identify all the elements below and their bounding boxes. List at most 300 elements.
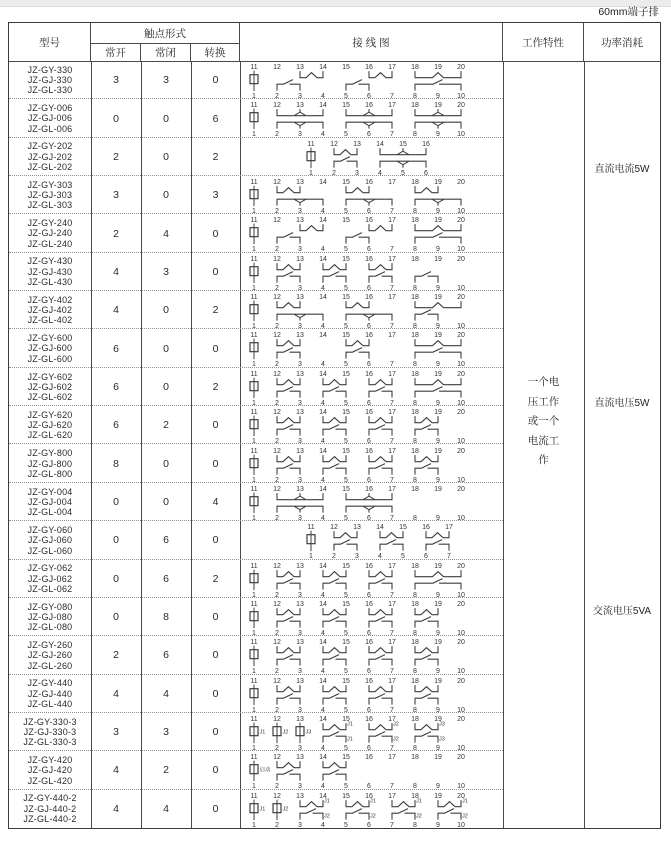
svg-text:14: 14 (319, 217, 327, 225)
co-count: 0 (212, 342, 219, 355)
svg-text:4: 4 (321, 783, 325, 790)
svg-text:14: 14 (319, 447, 327, 455)
svg-text:5: 5 (344, 476, 348, 483)
svg-text:4: 4 (321, 284, 325, 292)
wiring-diagram (240, 445, 503, 483)
model-name: JZ-GL-060 (27, 545, 73, 556)
table-row (9, 214, 503, 252)
svg-text:14: 14 (319, 294, 327, 302)
wiring-diagram (240, 675, 503, 713)
wiring-diagram (240, 329, 503, 367)
model-name: JZ-GY-004 (27, 486, 73, 497)
nc-count: 0 (163, 150, 169, 163)
svg-text:10: 10 (457, 399, 465, 407)
svg-text:5: 5 (344, 246, 348, 253)
co-count: 0 (212, 265, 219, 278)
no-count: 3 (113, 726, 119, 739)
svg-text:7: 7 (390, 821, 394, 828)
svg-text:14: 14 (319, 255, 327, 263)
model-cell (9, 99, 91, 137)
characteristics-cell (503, 61, 584, 828)
svg-text:J2: J2 (370, 813, 376, 820)
svg-text:15: 15 (342, 562, 350, 570)
svg-text:3: 3 (298, 591, 302, 598)
svg-text:J1: J1 (324, 798, 330, 805)
no-count: 2 (113, 150, 119, 163)
table-row (9, 329, 503, 367)
model-name: JZ-GJ-240 (27, 228, 73, 239)
svg-text:17: 17 (388, 370, 396, 378)
header-wiring-diagram (240, 23, 503, 61)
svg-text:17: 17 (388, 409, 396, 417)
svg-text:14: 14 (319, 64, 327, 72)
svg-text:14: 14 (319, 754, 327, 762)
svg-text:2: 2 (275, 208, 279, 215)
power-consumption-label: 交流电压5VA (592, 606, 652, 617)
svg-text:19: 19 (434, 754, 442, 762)
svg-text:17: 17 (388, 179, 396, 187)
model-name: JZ-GJ-080 (27, 611, 73, 622)
no-count: 0 (113, 496, 119, 509)
svg-text:16: 16 (365, 716, 373, 724)
svg-text:14: 14 (319, 639, 327, 647)
svg-text:18: 18 (411, 792, 419, 800)
svg-text:10: 10 (457, 515, 465, 522)
characteristics-text: 一个电压工作或一个电流工作 (527, 376, 560, 466)
svg-text:13: 13 (296, 64, 304, 72)
model-name: JZ-GY-062 (27, 563, 73, 574)
model-name: JZ-GY-420 (27, 755, 73, 766)
model-cell (9, 368, 91, 406)
svg-text:7: 7 (390, 399, 394, 407)
model-cell (9, 61, 91, 99)
svg-text:6: 6 (367, 706, 371, 713)
model-cell (9, 253, 91, 291)
svg-text:5: 5 (344, 706, 348, 713)
model-name: JZ-GY-303 (27, 179, 73, 190)
svg-text:5: 5 (344, 208, 348, 215)
svg-text:5: 5 (344, 821, 348, 828)
header-normally-open (91, 44, 141, 61)
svg-text:J2: J2 (416, 813, 422, 820)
svg-text:1: 1 (252, 706, 256, 713)
model-name: JZ-GL-402 (27, 315, 73, 326)
svg-text:4: 4 (321, 821, 325, 828)
svg-text:19: 19 (434, 716, 442, 724)
svg-text:3: 3 (298, 361, 302, 368)
svg-text:17: 17 (388, 562, 396, 570)
svg-text:9: 9 (436, 323, 440, 330)
svg-text:17: 17 (445, 524, 453, 532)
svg-text:6: 6 (367, 630, 371, 637)
svg-text:19: 19 (434, 601, 442, 609)
svg-text:3: 3 (298, 668, 302, 675)
svg-text:4: 4 (321, 208, 325, 215)
model-name: JZ-GL-440-2 (23, 813, 77, 824)
model-cell (9, 598, 91, 636)
svg-text:4: 4 (321, 476, 325, 483)
svg-text:16: 16 (365, 792, 373, 800)
svg-text:16: 16 (422, 524, 430, 532)
svg-text:3: 3 (298, 246, 302, 253)
svg-text:20: 20 (457, 486, 465, 494)
nc-count: 3 (163, 74, 169, 87)
svg-text:4: 4 (321, 630, 325, 637)
svg-text:3: 3 (298, 131, 302, 138)
svg-text:12: 12 (273, 409, 281, 417)
svg-text:20: 20 (457, 601, 465, 609)
svg-text:12: 12 (273, 179, 281, 187)
svg-text:20: 20 (457, 639, 465, 647)
nc-count: 2 (163, 764, 169, 777)
svg-text:6: 6 (367, 591, 371, 598)
svg-text:20: 20 (457, 102, 465, 110)
no-count: 0 (113, 572, 119, 585)
nc-count: 8 (163, 611, 169, 624)
svg-text:4: 4 (321, 131, 325, 138)
no-count: 3 (113, 189, 119, 202)
svg-text:13: 13 (353, 140, 361, 148)
svg-text:10: 10 (457, 630, 465, 637)
svg-text:J3: J3 (305, 729, 312, 736)
model-name: JZ-GL-602 (27, 392, 73, 403)
svg-text:1: 1 (252, 630, 256, 637)
svg-text:3: 3 (298, 745, 302, 752)
svg-text:10: 10 (457, 93, 465, 100)
svg-text:16: 16 (365, 332, 373, 340)
svg-text:13: 13 (296, 179, 304, 187)
nc-count: 2 (163, 419, 169, 432)
svg-text:12: 12 (273, 601, 281, 609)
model-cell (9, 636, 91, 674)
svg-text:3: 3 (298, 399, 302, 407)
wiring-diagram (240, 61, 503, 99)
svg-text:12: 12 (330, 524, 338, 532)
svg-text:14: 14 (319, 677, 327, 685)
table-row (9, 176, 503, 214)
svg-text:18: 18 (411, 754, 419, 762)
svg-text:19: 19 (434, 486, 442, 494)
model-name: JZ-GJ-062 (27, 573, 73, 584)
no-count: 0 (113, 611, 119, 624)
model-name: JZ-GJ-420 (27, 765, 73, 776)
model-name: JZ-GL-062 (27, 583, 73, 594)
svg-text:6: 6 (367, 399, 371, 407)
svg-text:14: 14 (319, 601, 327, 609)
svg-text:3: 3 (355, 169, 359, 177)
table-row (9, 560, 503, 598)
relay-spec-table (8, 22, 661, 829)
svg-text:5: 5 (401, 169, 405, 177)
svg-text:5: 5 (344, 438, 348, 445)
svg-text:J2: J2 (462, 813, 468, 820)
svg-text:11: 11 (307, 524, 315, 532)
model-name: JZ-GL-006 (27, 123, 73, 134)
svg-text:10: 10 (457, 476, 465, 483)
svg-text:J3: J3 (439, 736, 445, 743)
wiring-diagram (240, 751, 503, 789)
svg-text:9: 9 (436, 284, 440, 292)
no-count: 0 (113, 112, 119, 125)
co-count: 0 (212, 227, 219, 240)
no-count: 2 (113, 649, 119, 662)
model-name: JZ-GL-430 (27, 277, 73, 288)
model-name: JZ-GY-440-2 (23, 793, 77, 804)
svg-text:13: 13 (296, 294, 304, 302)
model-name: JZ-GJ-402 (27, 305, 73, 316)
svg-text:14: 14 (319, 716, 327, 724)
wiring-diagram (240, 99, 503, 137)
svg-text:3: 3 (298, 208, 302, 215)
no-count: 3 (113, 74, 119, 87)
svg-text:J1: J1 (259, 729, 266, 736)
wiring-diagram (240, 138, 503, 176)
model-cell (9, 329, 91, 367)
model-name: JZ-GL-004 (27, 507, 73, 518)
svg-text:12: 12 (273, 294, 281, 302)
table-row (9, 521, 503, 559)
nc-count: 4 (163, 687, 169, 700)
table-row (9, 406, 503, 444)
svg-text:13: 13 (296, 792, 304, 800)
model-name: JZ-GJ-620 (27, 420, 73, 431)
svg-text:17: 17 (388, 601, 396, 609)
model-name: JZ-GJ-202 (27, 151, 73, 162)
svg-text:启动: 启动 (259, 767, 271, 774)
model-cell (9, 138, 91, 176)
no-count: 4 (113, 802, 119, 815)
model-cell (9, 406, 91, 444)
svg-text:11: 11 (250, 409, 258, 417)
svg-text:4: 4 (321, 93, 325, 100)
svg-text:J3: J3 (439, 721, 445, 728)
no-count: 4 (113, 764, 119, 777)
svg-text:9: 9 (436, 131, 440, 138)
svg-text:20: 20 (457, 409, 465, 417)
co-count: 0 (212, 534, 219, 547)
svg-text:13: 13 (296, 562, 304, 570)
nc-count: 3 (163, 726, 169, 739)
svg-text:20: 20 (457, 677, 465, 685)
svg-text:J1: J1 (347, 736, 353, 743)
svg-text:15: 15 (342, 179, 350, 187)
svg-text:6: 6 (367, 208, 371, 215)
model-name: JZ-GY-800 (27, 448, 73, 459)
no-count: 6 (113, 342, 119, 355)
nc-count: 0 (163, 112, 169, 125)
svg-text:20: 20 (457, 754, 465, 762)
svg-text:9: 9 (436, 515, 440, 522)
nc-count: 6 (163, 649, 169, 662)
svg-text:19: 19 (434, 102, 442, 110)
header-contact-form-label: 触点形式 (144, 27, 186, 40)
model-name: JZ-GL-260 (27, 660, 73, 671)
svg-text:J1: J1 (416, 798, 422, 805)
svg-text:10: 10 (457, 208, 465, 215)
svg-text:4: 4 (321, 361, 325, 368)
svg-text:19: 19 (434, 294, 442, 302)
svg-text:1: 1 (252, 821, 256, 828)
svg-text:13: 13 (296, 255, 304, 263)
svg-text:18: 18 (411, 601, 419, 609)
svg-text:8: 8 (413, 706, 417, 713)
model-name: JZ-GL-080 (27, 622, 73, 633)
svg-text:5: 5 (344, 591, 348, 598)
svg-text:6: 6 (367, 323, 371, 330)
svg-text:20: 20 (457, 332, 465, 340)
svg-text:1: 1 (252, 131, 256, 138)
svg-text:2: 2 (275, 745, 279, 752)
svg-text:11: 11 (250, 370, 258, 378)
svg-text:5: 5 (344, 93, 348, 100)
wiring-diagram (240, 713, 503, 751)
no-count: 6 (113, 419, 119, 432)
svg-text:9: 9 (436, 361, 440, 368)
svg-text:11: 11 (250, 639, 258, 647)
svg-text:3: 3 (298, 438, 302, 445)
svg-text:16: 16 (365, 255, 373, 263)
svg-text:16: 16 (365, 217, 373, 225)
svg-text:2: 2 (332, 553, 336, 560)
svg-text:6: 6 (367, 131, 371, 138)
co-count: 0 (212, 611, 219, 624)
model-name: JZ-GL-330 (27, 85, 73, 96)
svg-text:8: 8 (413, 361, 417, 368)
svg-text:8: 8 (413, 783, 417, 790)
table-row (9, 790, 503, 828)
svg-text:J2: J2 (393, 736, 399, 743)
nc-count: 0 (163, 189, 169, 202)
svg-text:14: 14 (319, 792, 327, 800)
svg-text:15: 15 (342, 639, 350, 647)
svg-text:2: 2 (275, 246, 279, 253)
co-count: 2 (212, 150, 219, 163)
nc-count: 4 (163, 802, 169, 815)
svg-text:11: 11 (250, 332, 258, 340)
co-count: 3 (212, 189, 219, 202)
svg-text:17: 17 (388, 294, 396, 302)
svg-text:6: 6 (367, 783, 371, 790)
svg-text:11: 11 (250, 562, 258, 570)
svg-text:1: 1 (252, 361, 256, 368)
svg-text:10: 10 (457, 591, 465, 598)
svg-text:15: 15 (342, 716, 350, 724)
svg-text:10: 10 (457, 706, 465, 713)
svg-text:14: 14 (319, 102, 327, 110)
svg-text:18: 18 (411, 447, 419, 455)
model-name: JZ-GY-006 (27, 103, 73, 114)
model-name: JZ-GY-080 (27, 601, 73, 612)
svg-text:14: 14 (376, 140, 384, 148)
svg-text:7: 7 (390, 323, 394, 330)
table-row (9, 751, 503, 789)
svg-text:1: 1 (252, 438, 256, 445)
svg-text:15: 15 (342, 294, 350, 302)
svg-text:15: 15 (342, 64, 350, 72)
svg-text:13: 13 (296, 677, 304, 685)
svg-text:8: 8 (413, 208, 417, 215)
model-name: JZ-GL-202 (27, 162, 73, 172)
wiring-diagram (240, 406, 503, 444)
svg-text:8: 8 (413, 745, 417, 752)
svg-text:18: 18 (411, 486, 419, 494)
svg-text:5: 5 (344, 783, 348, 790)
svg-text:1: 1 (252, 399, 256, 407)
svg-text:1: 1 (252, 284, 256, 292)
nc-count: 0 (163, 496, 169, 509)
svg-text:11: 11 (250, 754, 258, 762)
svg-text:17: 17 (388, 792, 396, 800)
svg-text:5: 5 (344, 630, 348, 637)
svg-text:8: 8 (413, 438, 417, 445)
co-count: 0 (212, 74, 219, 87)
svg-text:13: 13 (296, 332, 304, 340)
model-name: JZ-GY-600 (27, 333, 73, 344)
svg-text:10: 10 (457, 783, 465, 790)
no-count: 0 (113, 534, 119, 547)
svg-text:13: 13 (296, 716, 304, 724)
no-count: 4 (113, 687, 119, 700)
svg-text:1: 1 (309, 553, 313, 560)
model-name: JZ-GY-330 (27, 64, 73, 75)
model-name: JZ-GY-602 (27, 371, 73, 382)
svg-text:9: 9 (436, 745, 440, 752)
svg-text:7: 7 (390, 515, 394, 522)
model-name: JZ-GJ-330 (27, 75, 73, 86)
svg-text:6: 6 (367, 515, 371, 522)
model-name: JZ-GJ-440 (27, 688, 73, 699)
model-name: JZ-GY-620 (27, 409, 73, 420)
svg-text:8: 8 (413, 323, 417, 330)
svg-text:11: 11 (307, 140, 315, 148)
svg-text:J2: J2 (393, 721, 399, 728)
svg-text:10: 10 (457, 668, 465, 675)
svg-text:20: 20 (457, 255, 465, 263)
svg-text:6: 6 (367, 93, 371, 100)
svg-text:6: 6 (424, 169, 428, 177)
svg-text:9: 9 (436, 208, 440, 215)
nc-count: 0 (163, 457, 169, 470)
svg-text:10: 10 (457, 821, 465, 828)
nc-count: 6 (163, 572, 169, 585)
svg-text:12: 12 (330, 140, 338, 148)
header-changeover-label: 转换 (204, 47, 226, 59)
svg-text:2: 2 (332, 169, 336, 177)
svg-text:16: 16 (422, 140, 430, 148)
co-count: 0 (212, 726, 219, 739)
svg-text:9: 9 (436, 476, 440, 483)
svg-text:3: 3 (298, 323, 302, 330)
header-power-label: 功率消耗 (601, 36, 643, 49)
wiring-diagram (240, 368, 503, 406)
svg-text:17: 17 (388, 332, 396, 340)
svg-text:2: 2 (275, 323, 279, 330)
svg-text:19: 19 (434, 217, 442, 225)
svg-text:11: 11 (250, 716, 258, 724)
svg-text:9: 9 (436, 668, 440, 675)
svg-text:14: 14 (319, 370, 327, 378)
svg-text:17: 17 (388, 102, 396, 110)
svg-text:2: 2 (275, 93, 279, 100)
model-name: JZ-GY-440 (27, 678, 73, 689)
svg-text:8: 8 (413, 93, 417, 100)
svg-text:15: 15 (399, 140, 407, 148)
header-normally-open-label: 常开 (105, 47, 126, 59)
nc-count: 0 (163, 342, 169, 355)
header-wiring-diagram-label: 接 线 图 (352, 36, 390, 49)
svg-text:3: 3 (298, 476, 302, 483)
model-cell (9, 790, 91, 828)
